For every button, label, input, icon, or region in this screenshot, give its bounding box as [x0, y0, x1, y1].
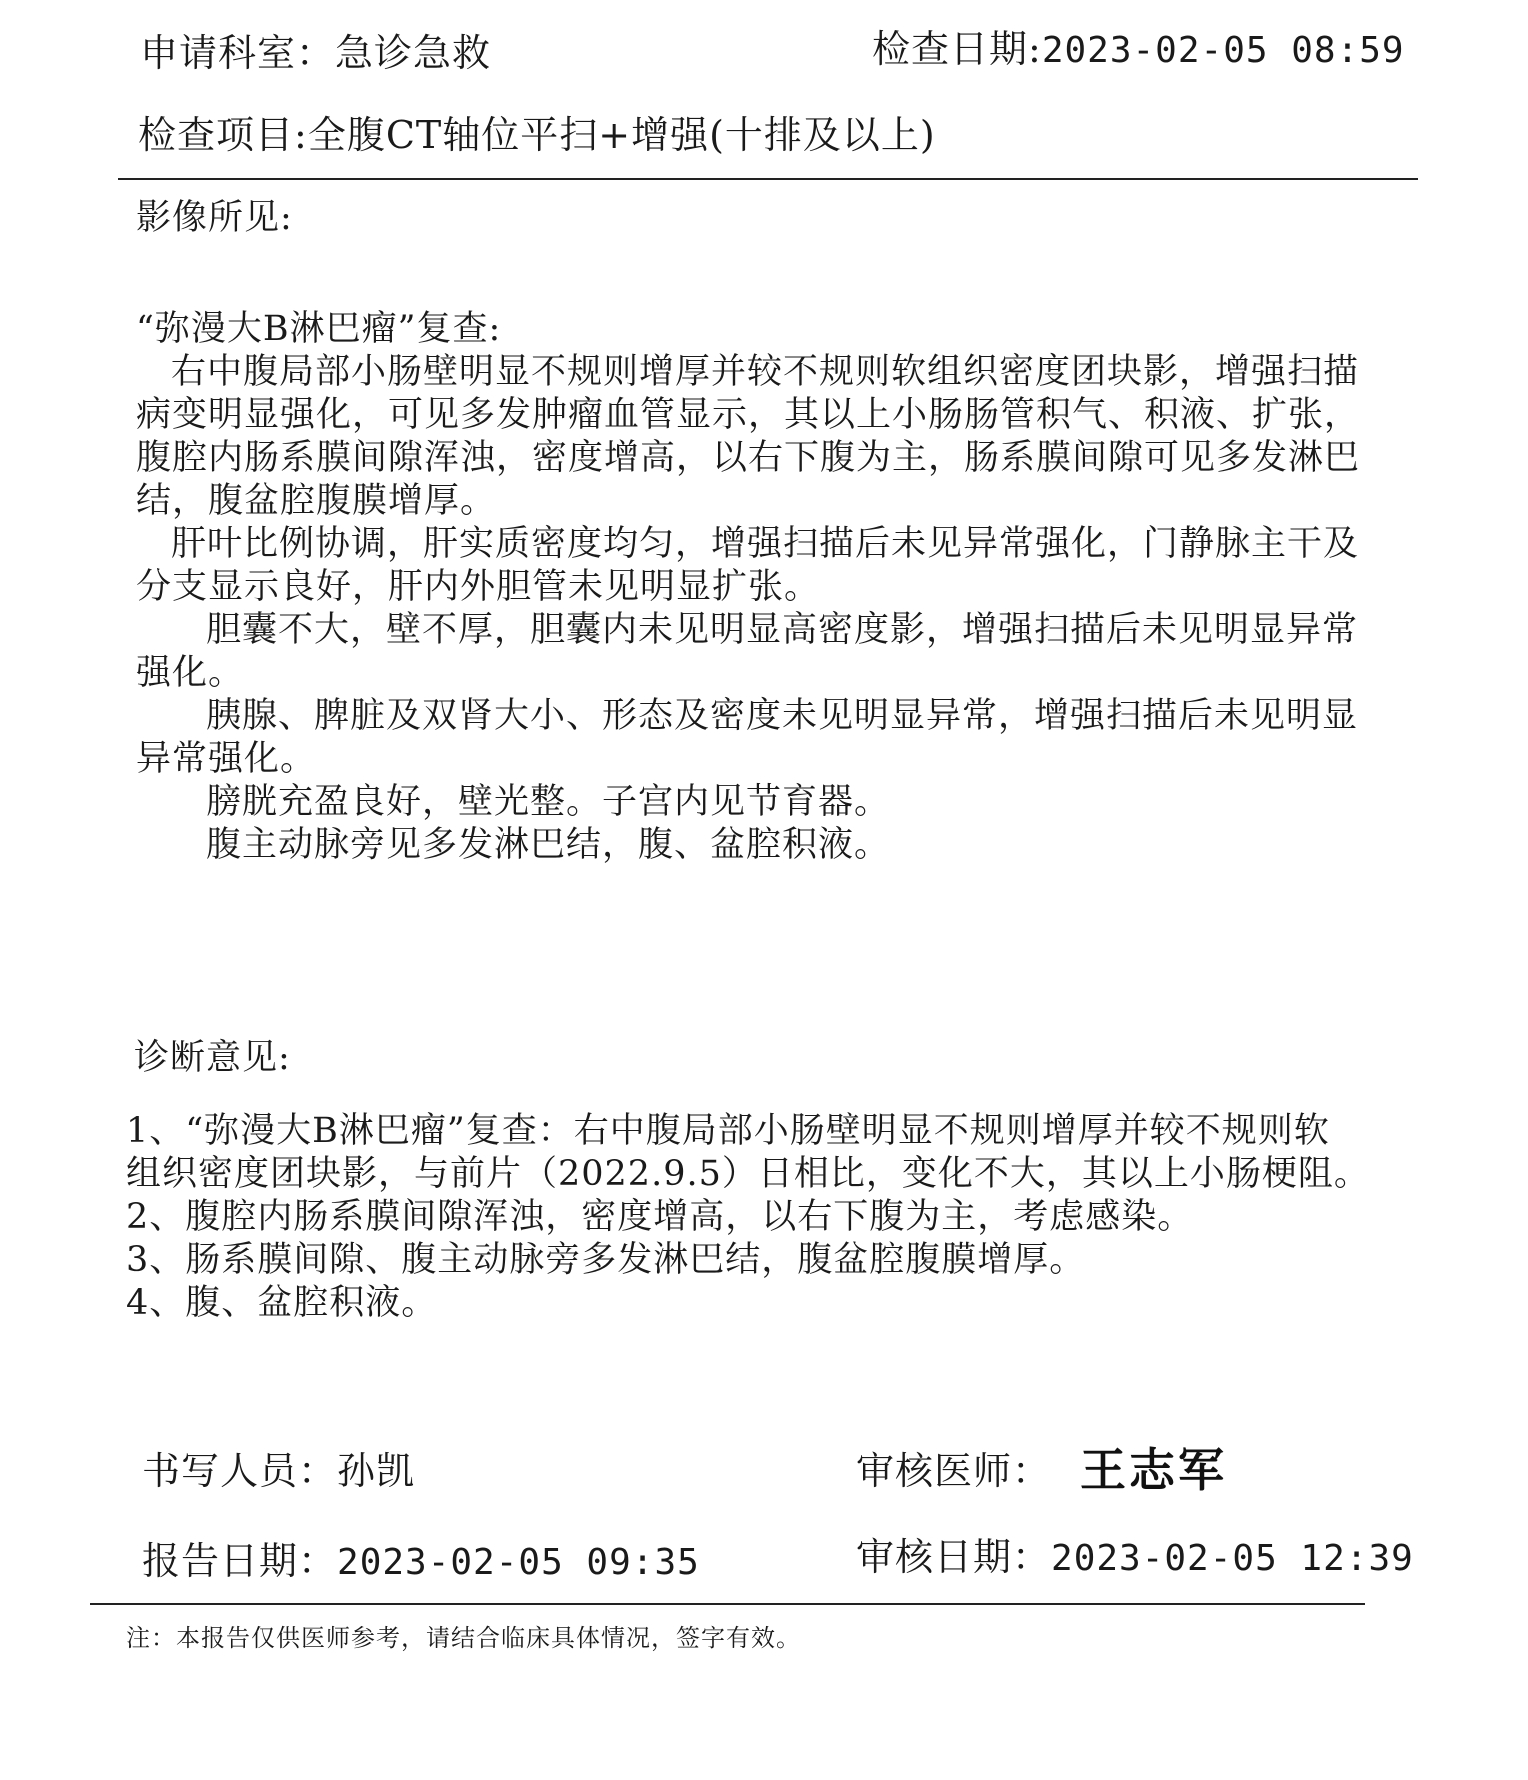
exam-date-value: 2023-02-05 08:59 [1041, 30, 1405, 71]
report-date-value: 2023-02-05 09:35 [337, 1542, 700, 1583]
findings-paragraph-pancreas: 胰腺、脾脏及双肾大小、形态及密度未见明显异常，增强扫描后未见明显异常强化。 [136, 696, 1359, 779]
exam-date-field [872, 18, 1405, 73]
review-date-field [856, 1526, 1414, 1581]
header-divider [118, 178, 1418, 180]
department-value: 急诊急救 [335, 31, 492, 75]
findings-title: “弥漫大B淋巴瘤”复查: [136, 309, 502, 349]
diagnosis-item-1: 1、“弥漫大B淋巴瘤”复查：右中腹局部小肠壁明显不规则增厚并较不规则软 [126, 1111, 1330, 1151]
diagnosis-item-2: 2、腹腔内肠系膜间隙浑浊，密度增高，以右下腹为主，考虑感染。 [126, 1197, 1194, 1237]
review-date-value: 2023-02-05 12:39 [1051, 1538, 1414, 1579]
findings-paragraph-bowel: 右中腹局部小肠壁明显不规则增厚并较不规则软组织密度团块影，增强扫描病变明显强化，可见多发肿瘤血管显示，其以上小肠肠管积气、积液、扩张，腹腔内肠系膜间隙浑浊，密度增高，以右下腹为主，肠系膜间隙可见多发淋巴结，腹盆腔腹膜增厚。 [136, 352, 1361, 521]
reviewer-label: 审核医师： [856, 1449, 1052, 1493]
findings-paragraph-aorta: 腹主动脉旁见多发淋巴结，腹、盆腔积液。 [206, 825, 891, 865]
writer-value: 孙凯 [337, 1449, 416, 1493]
writer-label: 书写人员： [142, 1449, 338, 1493]
findings-paragraph-gallbladder: 胆囊不大，壁不厚，胆囊内未见明显高密度影，增强扫描后未见明显异常强化。 [136, 610, 1359, 693]
exam-date-label: 检查日期: [872, 27, 1042, 71]
diagnosis-item-3: 3、肠系膜间隙、腹主动脉旁多发淋巴结，腹盆腔腹膜增厚。 [126, 1240, 1086, 1280]
reviewer-field [856, 1440, 1051, 1495]
exam-item-field [138, 104, 936, 159]
writer-field [142, 1440, 415, 1495]
reviewer-signature: 王志军 [1080, 1443, 1227, 1497]
department-field [140, 22, 491, 77]
diagnosis-item-4: 4、腹、盆腔积液。 [126, 1283, 438, 1323]
footer-note: 注：本报告仅供医师参考，请结合临床具体情况，签字有效。 [126, 1624, 801, 1652]
review-date-label: 审核日期： [856, 1535, 1052, 1579]
department-label: 申请科室： [140, 31, 336, 75]
exam-item-value: 全腹CT轴位平扫+增强(十排及以上) [307, 113, 936, 157]
diagnosis-body [126, 1110, 1386, 1325]
report-date-label: 报告日期： [142, 1539, 338, 1583]
report-date-field [142, 1530, 700, 1585]
exam-item-label: 检查项目: [138, 113, 308, 157]
diagnosis-item-1-cont: 组织密度团块影，与前片（2022.9.5）日相比，变化不大，其以上小肠梗阻。 [126, 1154, 1370, 1194]
findings-paragraph-liver: 肝叶比例协调，肝实质密度均匀，增强扫描后未见异常强化，门静脉主干及分支显示良好，肝内外胆管未见明显扩张。 [136, 524, 1360, 607]
findings-paragraph-bladder: 膀胱充盈良好，壁光整。子宫内见节育器。 [206, 782, 891, 822]
findings-label: 影像所见: [136, 198, 293, 238]
findings-body [136, 308, 1361, 867]
footer-divider [90, 1603, 1365, 1605]
diagnosis-label: 诊断意见: [134, 1038, 291, 1078]
